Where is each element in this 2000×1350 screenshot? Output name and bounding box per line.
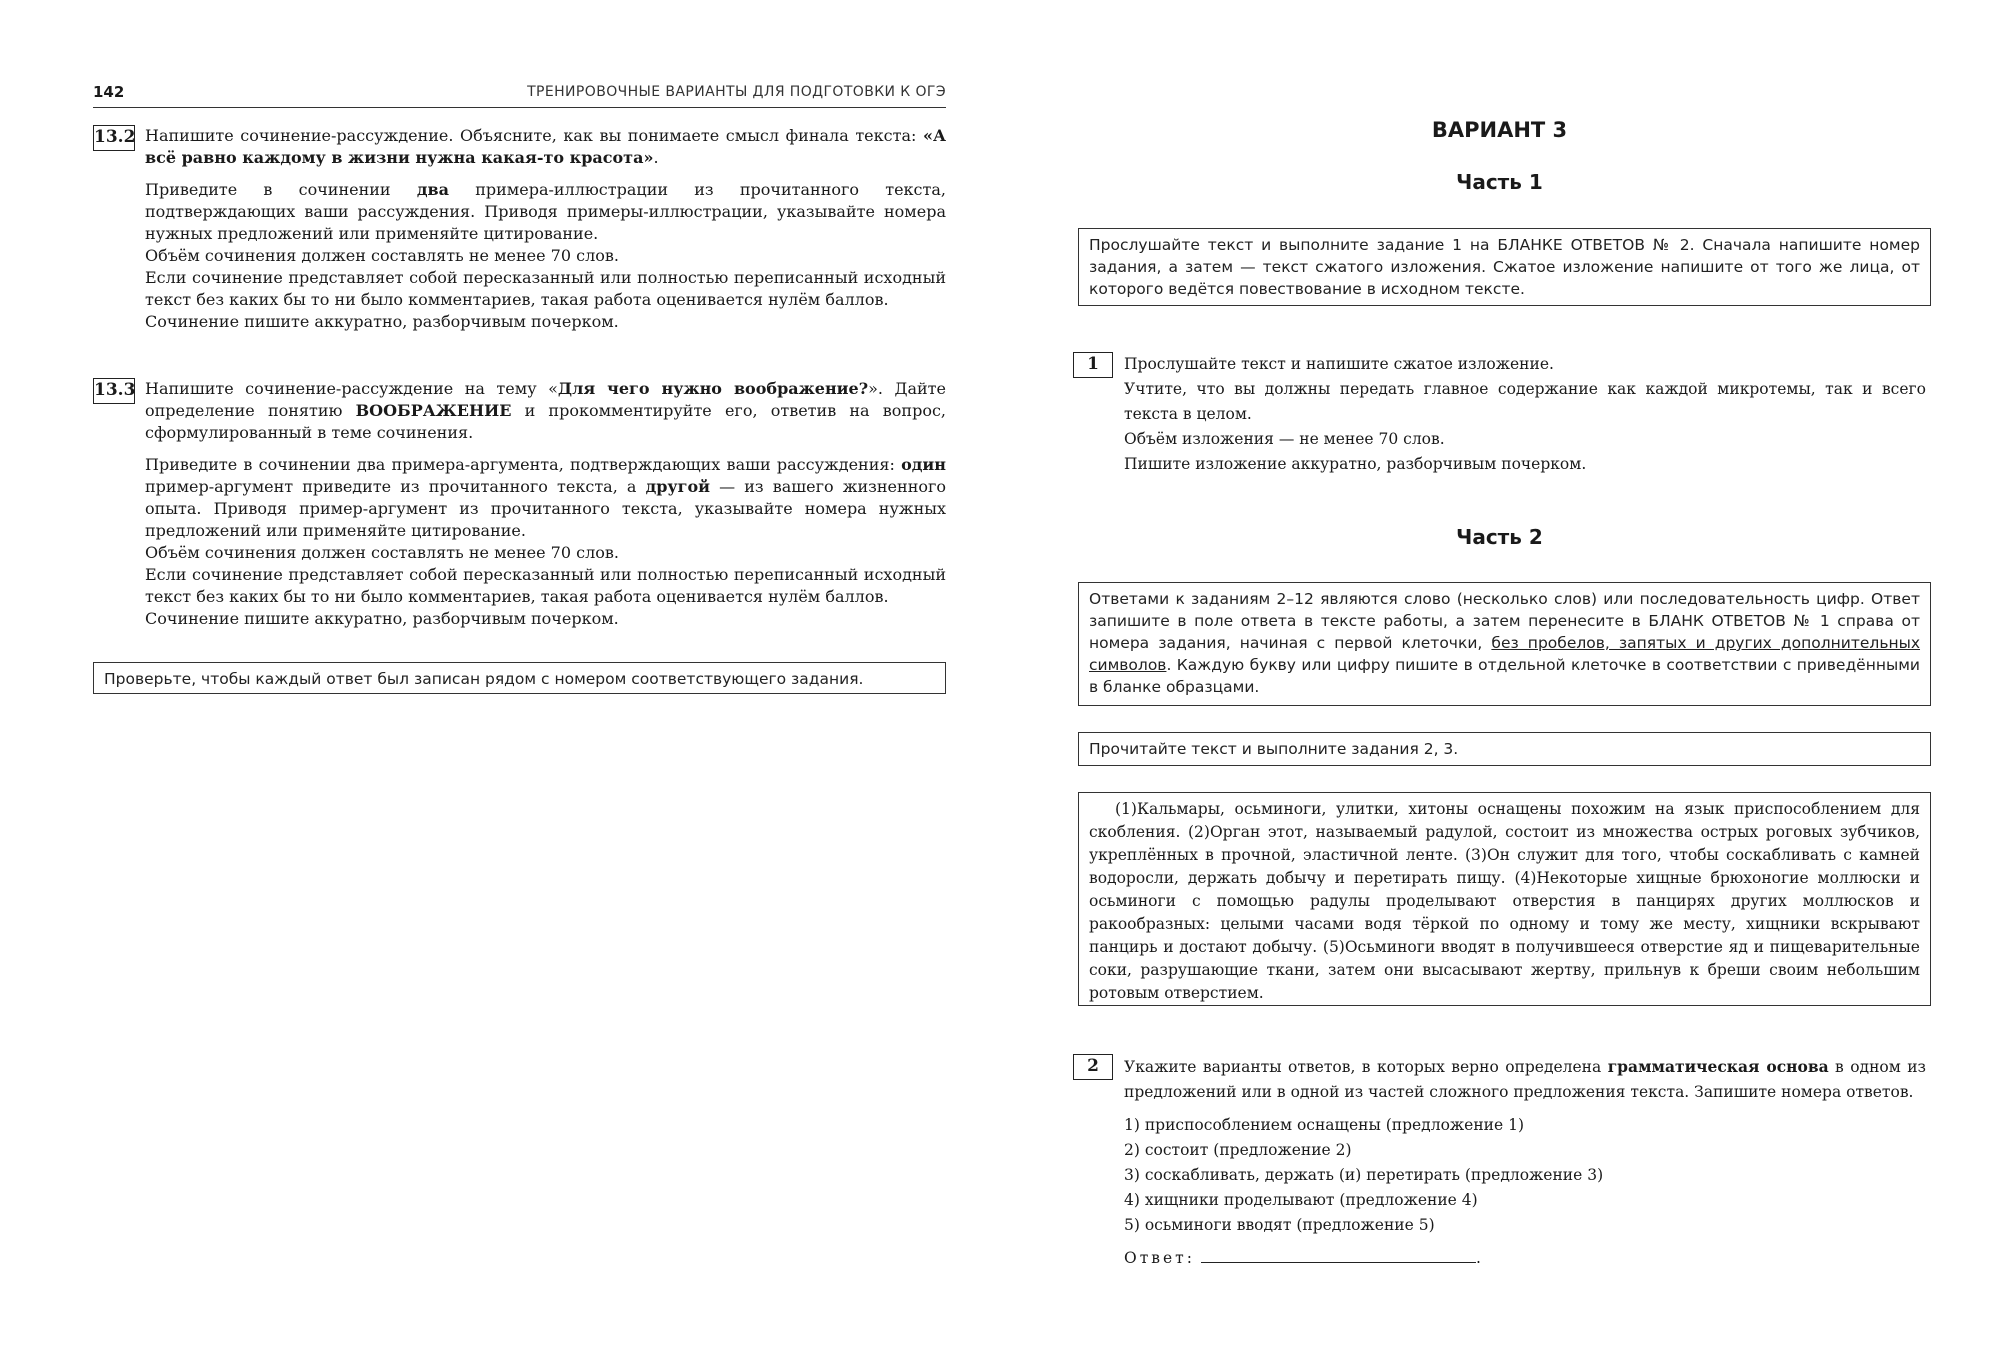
task-prompt: Напишите сочинение-рассуждение. Объясните, как вы понимаете смысл финала текста: «А всё равно каждому в жизни нужна какая-то красота». <box>145 126 946 167</box>
paragraph: Если сочинение представляет собой пересказанный или полностью переписанный исходный текст без каких бы то ни было комментариев, такая работа оценивается нулём баллов. <box>145 565 946 606</box>
running-title: ТРЕНИРОВОЧНЫЕ ВАРИАНТЫ ДЛЯ ПОДГОТОВКИ К ОГЭ <box>527 84 946 100</box>
check-note: Проверьте, чтобы каждый ответ был записан рядом с номером соответствующего задания. <box>93 662 946 694</box>
task-body <box>145 125 946 333</box>
page-number: 142 <box>93 83 125 101</box>
task-line: Прослушайте текст и напишите сжатое изложение. <box>1124 355 1554 373</box>
variant-title: ВАРИАНТ 3 <box>1431 118 1568 142</box>
paragraph: Если сочинение представляет собой пересказанный или полностью переписанный исходный текст без каких бы то ни было комментариев, такая работа оценивается нулём баллов. <box>145 268 946 309</box>
task-number-box: 1 <box>1073 352 1113 378</box>
answer-option: 3) соскабливать, держать (и) перетирать (предложение 3) <box>1124 1166 1604 1184</box>
part1-title: Часть 1 <box>1456 170 1543 194</box>
task-number-box: 2 <box>1073 1054 1113 1080</box>
answer-field[interactable] <box>1201 1246 1476 1263</box>
task-body <box>145 378 946 630</box>
paragraph: Объём сочинения должен составлять не менее 70 слов. <box>145 543 619 562</box>
paragraph: Объём сочинения должен составлять не менее 70 слов. <box>145 246 619 265</box>
answer-option: 4) хищники проделывают (предложение 4) <box>1124 1191 1478 1209</box>
part2-title: Часть 2 <box>1456 525 1543 549</box>
quote: «А всё равно каждому в жизни нужна какая-то красота» <box>145 126 946 167</box>
running-head <box>93 83 946 108</box>
read-instruction: Прочитайте текст и выполните задания 2, 3. <box>1078 732 1931 766</box>
task-2 <box>1073 1054 1926 1271</box>
task-prompt: Укажите варианты ответов, в которых верно определена грамматическая основа в одном из предложений или в одной из частей сложного предложения текста. Запишите номера ответов. <box>1124 1057 1927 1101</box>
task-body <box>1124 1054 1926 1271</box>
answer-option: 5) осьминоги вводят (предложение 5) <box>1124 1216 1435 1234</box>
task-number-box: 13.3 <box>93 378 135 404</box>
task-body <box>1124 352 1926 477</box>
task-number-box: 13.2 <box>93 125 135 151</box>
part2-instruction: Ответами к заданиям 2–12 являются слово (несколько слов) или последовательность цифр. Ответ запишите в поле ответа в тексте работы, а затем перенесите в БЛАНК ОТВЕТОВ № 1 справа от номера задания, начиная с первой клеточки, без пробелов, запятых и других дополнительных символов. Каждую букву или цифру пишите в отдельной клеточке в соответствии с приведёнными в бланке образцами. <box>1078 582 1931 706</box>
task-line: Объём изложения — не менее 70 слов. <box>1124 430 1445 448</box>
task-line: Пишите изложение аккуратно, разборчивым почерком. <box>1124 455 1587 473</box>
part1-instruction: Прослушайте текст и выполните задание 1 на БЛАНКЕ ОТВЕТОВ № 2. Сначала напишите номер задания, а затем — текст сжатого изложения. Сжатое изложение напишите от того же лица, от которого ведётся повествование в исходном тексте. <box>1078 228 1931 306</box>
task-13-2 <box>93 125 946 333</box>
paragraph: Приведите в сочинении два примера-аргумента, подтверждающих ваши рассуждения: один пример-аргумент приведите из прочитанного текста, а другой — из вашего жизненного опыта. Приводя пример-аргумент из прочитанного текста, указывайте номера нужных предложений или применяйте цитирование. <box>145 455 947 540</box>
answer-option: 2) состоит (предложение 2) <box>1124 1141 1352 1159</box>
answer-line: Ответ: . <box>1124 1246 1926 1271</box>
answer-label: Ответ: <box>1124 1249 1195 1267</box>
answer-options <box>1124 1113 1926 1238</box>
task-13-3 <box>93 378 946 630</box>
task-line: Учтите, что вы должны передать главное содержание как каждой микротемы, так и всего текста в целом. <box>1124 380 1926 423</box>
reading-text: (1)Кальмары, осьминоги, улитки, хитоны оснащены похожим на язык приспособлением для скобления. (2)Орган этот, называемый радулой, состоит из множества острых роговых зубчиков, укреплённых в прочной, эластичной ленте. (3)Он служит для того, чтобы соскабливать с камней водоросли, держать добычу и перетирать пищу. (4)Некоторые хищные брюхоногие моллюски и осьминоги с помощью радулы проделывают отверстия в панцирях других моллюсков и ракообразных: целыми часами водя тёркой по одному и тому же месту, хищники вскрывают панцирь и достают добычу. (5)Осьминоги вводят в получившееся отверстие яд и пищеварительные соки, разрушающие ткани, затем они высасывают жертву, прильнув к бреши своим небольшим ротовым отверстием. <box>1078 792 1931 1006</box>
task-prompt: Напишите сочинение-рассуждение на тему «Для чего нужно воображение?». Дайте определение понятию ВООБРАЖЕНИЕ и прокомментируйте его, ответив на вопрос, сформулированный в теме сочинения. <box>145 379 947 442</box>
paragraph: Приведите в сочинении два примера-иллюстрации из прочитанного текста, подтверждающих ваши рассуждения. Приводя примеры-иллюстрации, указывайте номера нужных предложений или применяйте цитирование. <box>145 180 946 243</box>
answer-option: 1) приспособлением оснащены (предложение 1) <box>1124 1116 1525 1134</box>
paragraph: Сочинение пишите аккуратно, разборчивым почерком. <box>145 609 619 628</box>
task-1 <box>1073 352 1926 477</box>
paragraph: Сочинение пишите аккуратно, разборчивым почерком. <box>145 312 619 331</box>
underlined-rule: без пробелов, запятых и других дополнительных символов <box>1089 634 1921 674</box>
